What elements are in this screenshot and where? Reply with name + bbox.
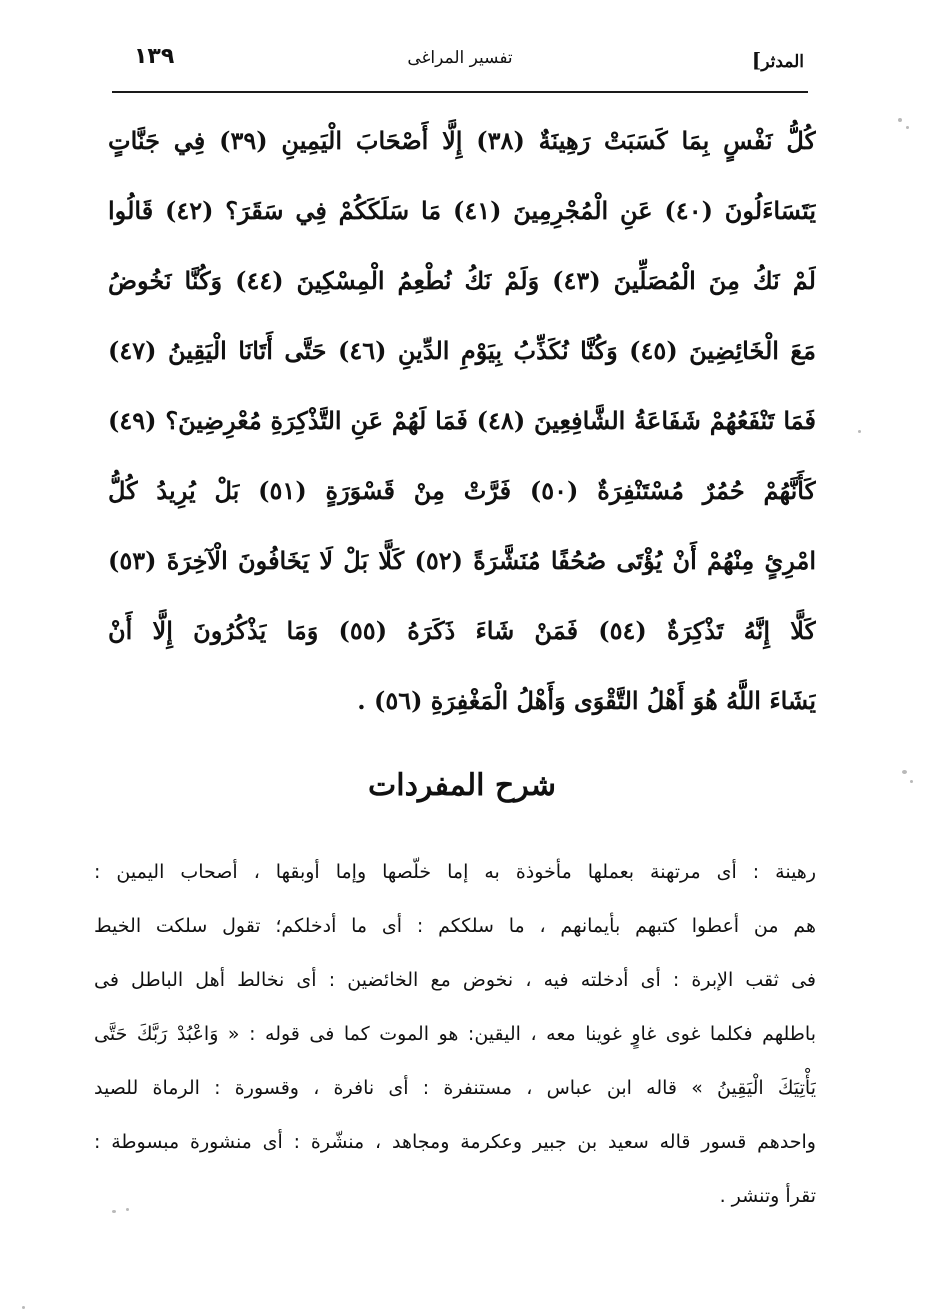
commentary-line: فى ثقب الإبرة : أى أدخلته فيه ، نخوض مع الخائضين : أى نخالط أهل الباطل فى (94, 969, 816, 991)
scan-speck (22, 1306, 25, 1309)
scan-speck (898, 118, 902, 122)
section-heading: شرح المفردات (368, 768, 556, 803)
commentary-line: تقرأ وتنشر . (719, 1185, 816, 1207)
running-header (110, 40, 810, 90)
commentary-line: باطلهم فكلما غوى غاوٍ غوينا معه ، اليقين: هو الموت كما فى قوله : « وَاعْبُدْ رَبَّكَ حَتَّى (94, 1023, 816, 1045)
scan-speck (902, 770, 907, 774)
header-divider (112, 91, 808, 93)
commentary-line: رهينة : أى مرتهنة بعملها مأخوذة به إما خلّصها وإما أوبقها ، أصحاب اليمين : (94, 861, 816, 883)
commentary-text (94, 850, 816, 1228)
verse-line: لَمْ نَكُ مِنَ الْمُصَلِّينَ (٤٣) وَلَمْ نَكُ نُطْعِمُ الْمِسْكِينَ (٤٤) وَكُنَّا نَخُوضُ (108, 266, 816, 295)
verse-line: يَتَسَاءَلُونَ (٤٠) عَنِ الْمُجْرِمِينَ (٤١) مَا سَلَكَكُمْ فِي سَقَرَ؟ (٤٢) قَالُوا (108, 196, 816, 225)
verse-line: يَشَاءَ اللَّهُ هُوَ أَهْلُ التَّقْوَى وَأَهْلُ الْمَغْفِرَةِ (٥٦) . (357, 686, 816, 715)
verse-line: كَأَنَّهُمْ حُمُرٌ مُسْتَنْفِرَةٌ (٥٠) فَرَّتْ مِنْ قَسْوَرَةٍ (٥١) بَلْ يُرِيدُ كُلُّ (108, 476, 816, 505)
verse-line: كُلُّ نَفْسٍ بِمَا كَسَبَتْ رَهِينَةٌ (٣٨) إِلَّا أَصْحَابَ الْيَمِينِ (٣٩) فِي جَنَّاتٍ (108, 126, 816, 155)
commentary-line: هم من أعطوا كتبهم بأيمانهم ، ما سلككم : أى ما أدخلكم؛ تقول سلكت الخيط (94, 915, 816, 937)
page-number: ١٣٩ (134, 44, 175, 69)
verse-line: فَمَا تَنْفَعُهُمْ شَفَاعَةُ الشَّافِعِينَ (٤٨) فَمَا لَهُمْ عَنِ التَّذْكِرَةِ مُعْرِضِينَ؟ (٤٩) (108, 406, 816, 435)
surah-name-label (746, 48, 804, 72)
commentary-line: يَأْتِيَكَ الْيَقِينُ » قاله ابن عباس ، مستنفرة : أى نافرة ، وقسورة : الرماة للصيد (94, 1077, 816, 1099)
commentary-line: واحدهم قسور قاله سعيد بن جبير وعكرمة ومجاهد ، منشّرة : أى منشورة مبسوطة : (94, 1131, 816, 1153)
surah-name: المدثر (761, 52, 804, 72)
scan-speck (112, 1210, 116, 1213)
scan-speck (126, 1208, 129, 1211)
scan-speck (910, 780, 913, 783)
verse-line: كَلَّا إِنَّهُ تَذْكِرَةٌ (٥٤) فَمَنْ شَاءَ ذَكَرَهُ (٥٥) وَمَا يَذْكُرُونَ إِلَّا أَنْ (108, 616, 816, 645)
scan-speck (906, 126, 909, 129)
verse-line: امْرِئٍ مِنْهُمْ أَنْ يُؤْتَى صُحُفًا مُنَشَّرَةً (٥٢) كَلَّا بَلْ لَا يَخَافُونَ الْآخِرَةَ (٥٣) (108, 546, 816, 575)
quran-verses (108, 112, 816, 742)
header-bracket: ] (751, 48, 762, 72)
scan-speck (858, 430, 861, 433)
verse-line: مَعَ الْخَائِضِينَ (٤٥) وَكُنَّا نُكَذِّبُ بِيَوْمِ الدِّينِ (٤٦) حَتَّى أَتَانَا الْيَقِينُ (٤٧) (108, 336, 816, 365)
book-title: تفسير المراغى (407, 48, 513, 68)
